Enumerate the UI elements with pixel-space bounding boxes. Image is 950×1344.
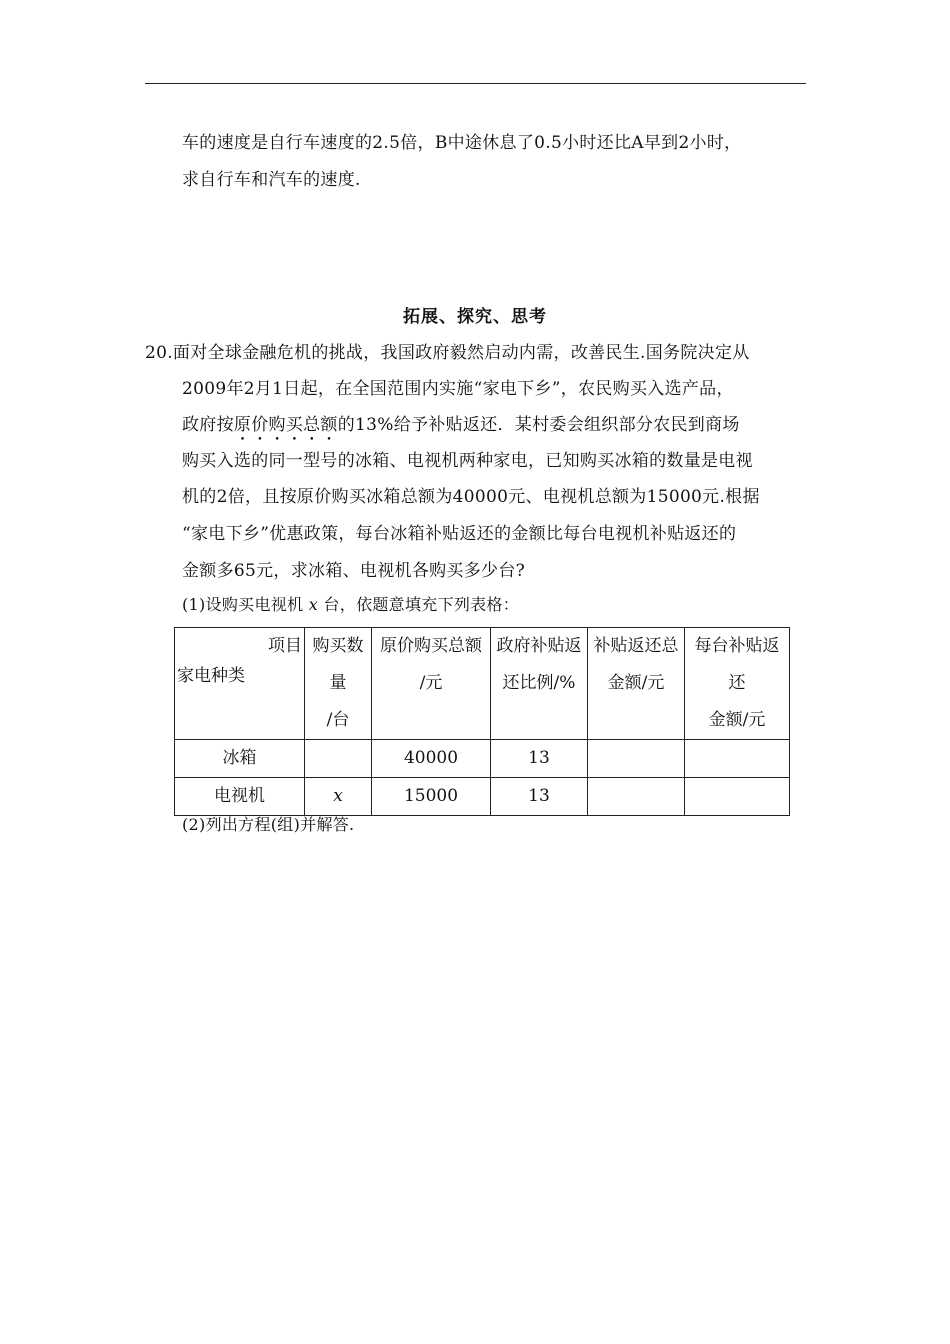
header-text: 还 — [728, 673, 746, 693]
header-rule — [145, 83, 806, 84]
row-total: 15000 — [372, 778, 491, 816]
section-title: 拓展、探究、思考 — [403, 307, 547, 327]
problem-20-line-5: 机的2倍，且按原价购买冰箱总额为40000元、电视机总额为15000元.根据 — [182, 487, 760, 507]
header-quantity — [305, 628, 372, 740]
header-text: /元 — [419, 673, 443, 693]
header-text: 每台补贴返 — [694, 636, 780, 656]
header-subsidy-ratio — [491, 628, 588, 740]
sub-1-prefix: (1)设购买电视机 — [182, 595, 304, 614]
emphasized-phrase: 原价购买总额 — [233, 415, 338, 435]
sub-question-1 — [182, 592, 519, 615]
row-per-unit — [685, 740, 790, 778]
table-row — [175, 740, 790, 778]
variable-x: x — [308, 595, 319, 614]
row-subsidy-total — [588, 778, 685, 816]
sub-1-suffix: 台，依题意填充下列表格： — [323, 595, 520, 614]
row-quantity: x — [305, 778, 372, 816]
table-row — [175, 778, 790, 816]
problem-20-line-1: 20.面对全球金融危机的挑战，我国政府毅然启动内需，改善民生.国务院决定从 — [145, 343, 750, 363]
row-subsidy-total — [588, 740, 685, 778]
line-3-suffix: 的13%给予补贴返还．某村委会组织部分农民到商场 — [337, 415, 740, 435]
row-quantity — [305, 740, 372, 778]
problem-20-line-2: 2009年2月1日起，在全国范围内实施“家电下乡”，农民购买入选产品， — [182, 379, 734, 399]
continued-line-1: 车的速度是自行车速度的2.5倍，B中途休息了0.5小时还比A早到2小时， — [182, 133, 742, 153]
sub-question-2: (2)列出方程(组)并解答. — [182, 815, 355, 834]
header-text: 金额/元 — [708, 710, 766, 730]
continued-line-2: 求自行车和汽车的速度. — [182, 170, 361, 190]
corner-top-label: 项目 — [268, 636, 302, 656]
corner-bottom-label: 家电种类 — [177, 666, 245, 686]
problem-20-line-6: “家电下乡”优惠政策，每台冰箱补贴返还的金额比每台电视机补贴返还的 — [182, 524, 737, 544]
header-original-total — [372, 628, 491, 740]
fill-in-table — [174, 627, 790, 816]
row-per-unit — [685, 778, 790, 816]
table-header-row — [175, 628, 790, 740]
row-name: 冰箱 — [175, 740, 305, 778]
problem-20-line-7: 金额多65元，求冰箱、电视机各购买多少台? — [182, 561, 526, 581]
row-ratio: 13 — [491, 778, 588, 816]
header-text: 量 — [329, 673, 347, 693]
row-total: 40000 — [372, 740, 491, 778]
header-text: 政府补贴返 — [496, 636, 582, 656]
header-per-unit-subsidy — [685, 628, 790, 740]
line-3-prefix: 政府按 — [182, 415, 234, 435]
header-text: 还比例/% — [502, 673, 576, 693]
row-ratio: 13 — [491, 740, 588, 778]
corner-cell — [175, 628, 305, 740]
header-text: 金额/元 — [607, 673, 665, 693]
header-text: 补贴返还总 — [593, 636, 679, 656]
problem-20-line-3 — [182, 410, 740, 445]
header-subsidy-total — [588, 628, 685, 740]
header-text: 原价购买总额 — [380, 636, 482, 656]
header-text: /台 — [326, 710, 350, 730]
row-name: 电视机 — [175, 778, 305, 816]
problem-20-line-4: 购买入选的同一型号的冰箱、电视机两种家电，已知购买冰箱的数量是电视 — [182, 451, 753, 471]
header-text: 购买数 — [312, 636, 364, 656]
